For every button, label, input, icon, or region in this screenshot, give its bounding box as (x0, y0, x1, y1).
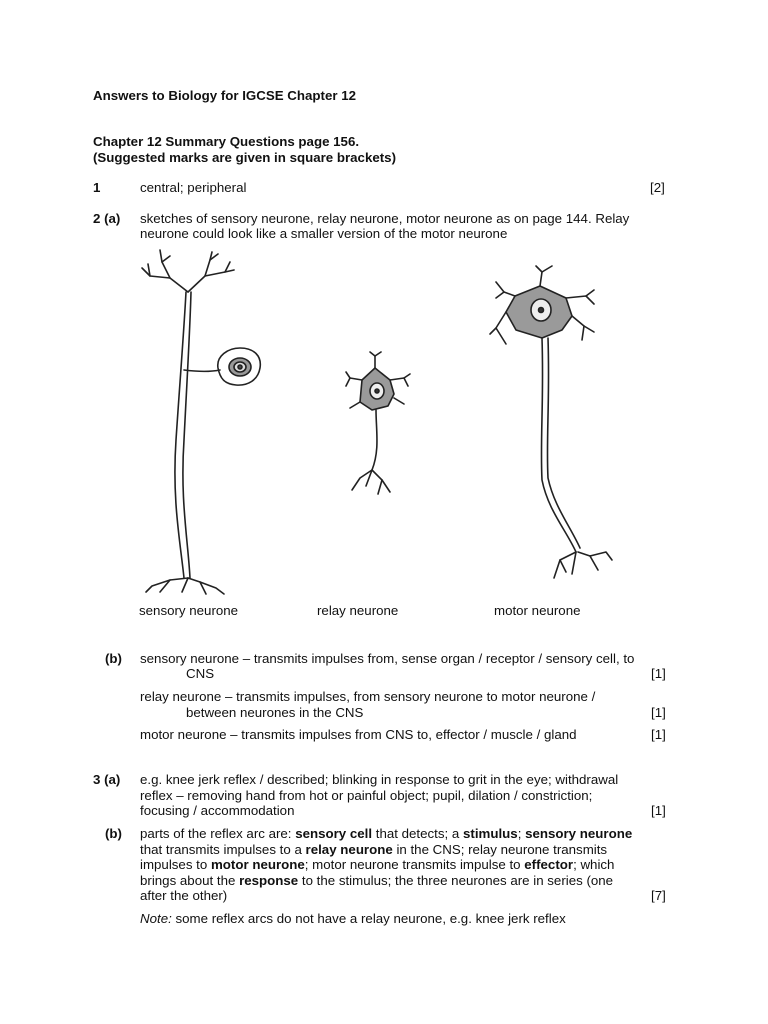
q2b-item1-line1: sensory neurone – transmits impulses from, sense organ / receptor / sensory cell, to (140, 651, 635, 666)
motor-neurone-drawing (490, 266, 612, 578)
q3b-line4: brings about the response to the stimulus; the three neurones are in series (one (140, 873, 614, 888)
motor-neurone-label: motor neurone (494, 603, 581, 618)
marks-note: (Suggested marks are given in square brackets) (93, 150, 396, 165)
q2b-item3-mark: [1] (651, 727, 666, 742)
q1-mark: [2] (650, 180, 665, 195)
page-title: Answers to Biology for IGCSE Chapter 12 (93, 88, 357, 103)
relay-neurone-drawing (346, 352, 410, 494)
q3b-note: Note: some reflex arcs do not have a relay neurone, e.g. knee jerk reflex (140, 911, 566, 926)
q3b-label: (b) (105, 826, 122, 841)
q2b-label: (b) (105, 651, 122, 666)
q3a-mark: [1] (651, 803, 666, 818)
q2b-item2-line1: relay neurone – transmits impulses, from sensory neurone to motor neurone / (140, 689, 596, 704)
q3a-line3: focusing / accommodation (140, 803, 295, 818)
q2b-item3-line1: motor neurone – transmits impulses from CNS to, effector / muscle / gland (140, 727, 577, 742)
q2b-item1-mark: [1] (651, 666, 666, 681)
q1-number: 1 (93, 180, 101, 195)
summary-heading: Chapter 12 Summary Questions page 156. (93, 134, 360, 149)
q2b-item2-line2: between neurones in the CNS (186, 705, 364, 720)
q1-answer: central; peripheral (140, 180, 247, 195)
sensory-neurone-label: sensory neurone (139, 603, 239, 618)
q3b-line3: impulses to motor neurone; motor neurone transmits impulse to effector; which (140, 857, 615, 872)
q3b-line1: parts of the reflex arc are: sensory cell that detects; a stimulus; sensory neurone (140, 826, 633, 841)
sensory-neurone-drawing (142, 250, 234, 594)
q2a-line2: neurone could look like a smaller version of the motor neurone (140, 226, 508, 241)
q3b-line5: after the other) (140, 888, 228, 903)
q3a-line1: e.g. knee jerk reflex / described; blinking in response to grit in the eye; withdrawal (140, 772, 619, 787)
relay-neurone-label: relay neurone (317, 603, 399, 618)
q3a-line2: reflex – removing hand from hot or painful object; pupil, dilation / constriction; (140, 788, 593, 803)
q3b-line2: that transmits impulses to a relay neurone in the CNS; relay neurone transmits (140, 842, 608, 857)
q3a-number: 3 (a) (93, 772, 121, 787)
q2b-item1-line2: CNS (186, 666, 215, 681)
q2a-number: 2 (a) (93, 211, 121, 226)
sensory-cell-body (218, 348, 261, 385)
q2b-item2-mark: [1] (651, 705, 666, 720)
q3b-mark: [7] (651, 888, 666, 903)
q2a-line1: sketches of sensory neurone, relay neurone, motor neurone as on page 144. Relay (140, 211, 630, 226)
